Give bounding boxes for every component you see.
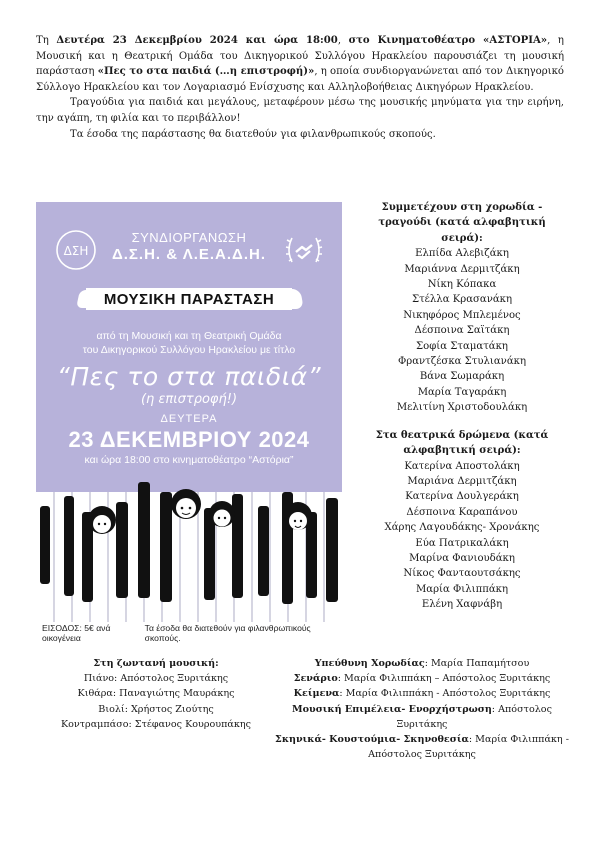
intro-text	[36, 33, 564, 142]
co-organizers: Δ.Σ.Η. & Λ.Ε.Α.Δ.Η.	[111, 246, 267, 263]
credit-line: Σενάριο: Μαρία Φιλιππάκη – Απόστολος Ξυριτάκης	[293, 673, 551, 685]
poster-day: ΔΕΥΤΕΡΑ	[160, 413, 218, 425]
choir-member: Ελπίδα Αλεβιζάκη	[415, 248, 509, 260]
live-music-heading: Στη ζωντανή μουσική:	[93, 658, 219, 669]
show-title: “Πες το στα παιδιά”	[56, 362, 322, 391]
live-music-credits	[36, 656, 276, 732]
choir-member: Στέλλα Κρασανάκη	[411, 294, 513, 306]
theatre-member: Μαριάνα Δερμιτζάκη	[407, 475, 517, 487]
poster-date: 23 ΔΕΚΕΜΒΡΙΟΥ 2024	[68, 427, 310, 452]
credit-line: Μουσική Επιμέλεια- Ενορχήστρωση: Απόστολος Ξυριτάκης	[292, 703, 552, 730]
theatre-member: Κατερίνα Αποστολάκη	[404, 460, 520, 472]
theatre-member: Χάρης Λαγουδάκης- Χρονάκης	[384, 522, 540, 534]
choir-member: Μελιτίνη Χριστοδουλάκη	[396, 402, 528, 414]
choir-member: Δέσποινα Σαϊτάκη	[414, 325, 510, 337]
credit-line: Σκηνικά- Κουστούμια- Σκηνοθεσία: Μαρία Φιλιππάκη -	[275, 734, 569, 746]
piano-kids-illustration	[36, 472, 342, 622]
theatre-member: Μαρία Φιλιππάκη	[415, 583, 509, 595]
choir-member: Μαρία Ταγαράκη	[417, 386, 507, 398]
theatre-member: Νίκος Φανταουτσάκης	[403, 568, 521, 580]
musician: Κιθάρα: Παναγιώτης Μαυράκης	[77, 688, 235, 700]
choir-member: Νικηφόρος Μπλεμένος	[403, 309, 521, 321]
musician: Κοντραμπάσο: Στέφανος Κουρουπάκης	[60, 718, 252, 730]
choir-heading: Συμμετέχουν στη χορωδία - τραγούδι (κατά αλφαβητική σειρά):	[378, 202, 546, 244]
credit-line-continued: Απόστολος Ξυριτάκης	[368, 749, 476, 761]
theatre-member: Μαρίνα Φανιουδάκη	[409, 552, 515, 564]
theatre-member: Δέσποινα Καραπάνου	[406, 506, 518, 518]
choir-member: Βάνα Σωμαράκη	[419, 371, 505, 383]
poster-time-venue: και ώρα 18:00 στο κινηματοθέατρο “Αστόρια”	[84, 454, 294, 466]
musician: Βιολί: Χρήστος Ζιούτης	[98, 703, 214, 715]
theatre-member: Κατερίνα Δουλγεράκη	[405, 491, 519, 503]
proceeds-note: Τα έσοδα θα διατεθούν για φιλανθρωπικούς σκοπούς.	[144, 623, 311, 643]
poster-footer	[36, 622, 342, 644]
musician: Πιάνο: Απόστολος Ξυριτάκης	[83, 673, 229, 685]
credit-line: Κείμενα: Μαρία Φιλιππάκη - Απόστολος Ξυριτάκης	[293, 688, 551, 700]
handshake-wreath-icon	[282, 228, 326, 272]
poster-banner: ΜΟΥΣΙΚΗ ΠΑΡΑΣΤΑΣΗ	[86, 288, 292, 310]
choir-member: Φραντζέσκα Στυλιανάκη	[397, 356, 526, 368]
intro-paragraph-2: Τραγούδια για παιδιά και μεγάλους, μεταφέρουν μέσω της μουσικής μηνύματα για την ειρήνη, την αγάπη, τη φιλία και το περιβάλλον!	[36, 97, 564, 124]
choir-member: Σοφία Σταματάκη	[416, 340, 508, 352]
choir-member: Νίκη Κόπακα	[427, 279, 497, 291]
poster-from-text: από τη Μουσική και τη Θεατρική Ομάδα του Δικηγορικού Συλλόγου Ηρακλείου με τίτλο	[82, 330, 296, 356]
show-subtitle: (η επιστροφή!)	[140, 392, 238, 407]
svg-text:ΔΣΗ: ΔΣΗ	[63, 244, 89, 258]
production-credits	[272, 656, 572, 762]
co-organization-label: ΣΥΝΔΙΟΡΓΑΝΩΣΗ	[131, 230, 247, 245]
entry-price: ΕΙΣΟΔΟΣ: 5€ ανά οικογένεια	[42, 623, 111, 643]
theatre-member: Εύα Πατρικαλάκη	[415, 537, 509, 549]
credit-line: Υπεύθυνη Χορωδίας: Μαρία Παπαμήτσου	[314, 658, 530, 669]
dsh-logo-icon	[54, 228, 98, 272]
theatre-heading: Στα θεατρικά δρώμενα (κατά αλφαβητική σειρά):	[375, 429, 549, 457]
theatre-member: Ελένη Χαφνάβη	[421, 599, 503, 611]
intro-paragraph-3: Τα έσοδα της παράστασης θα διατεθούν για φιλανθρωπικούς σκοπούς.	[70, 128, 436, 140]
choir-member: Μαριάννα Δερμιτζάκη	[404, 263, 520, 275]
intro-paragraph-1: Τη Δευτέρα 23 Δεκεμβρίου 2024 και ώρα 18:00, στο Κινηματοθέατρο «ΑΣΤΟΡΙΑ», η Μουσική και η Θεατρική Ομάδα του Δικηγορικού Συλλόγου Ηρακλείου παρουσιάζει τη μουσική παράσταση «Πες το στα παιδιά (…η επιστροφή)», η οποία συνδιοργανώνεται από τον Δικηγορικό Σύλλογο Ηρακλείου και τον Λογαριασμό Ενίσχυσης και Αλληλοβοήθειας Δικηγόρων Ηρακλείου.	[36, 35, 565, 93]
participants-list	[360, 200, 564, 613]
section-gap	[360, 416, 564, 428]
event-poster	[36, 202, 342, 644]
